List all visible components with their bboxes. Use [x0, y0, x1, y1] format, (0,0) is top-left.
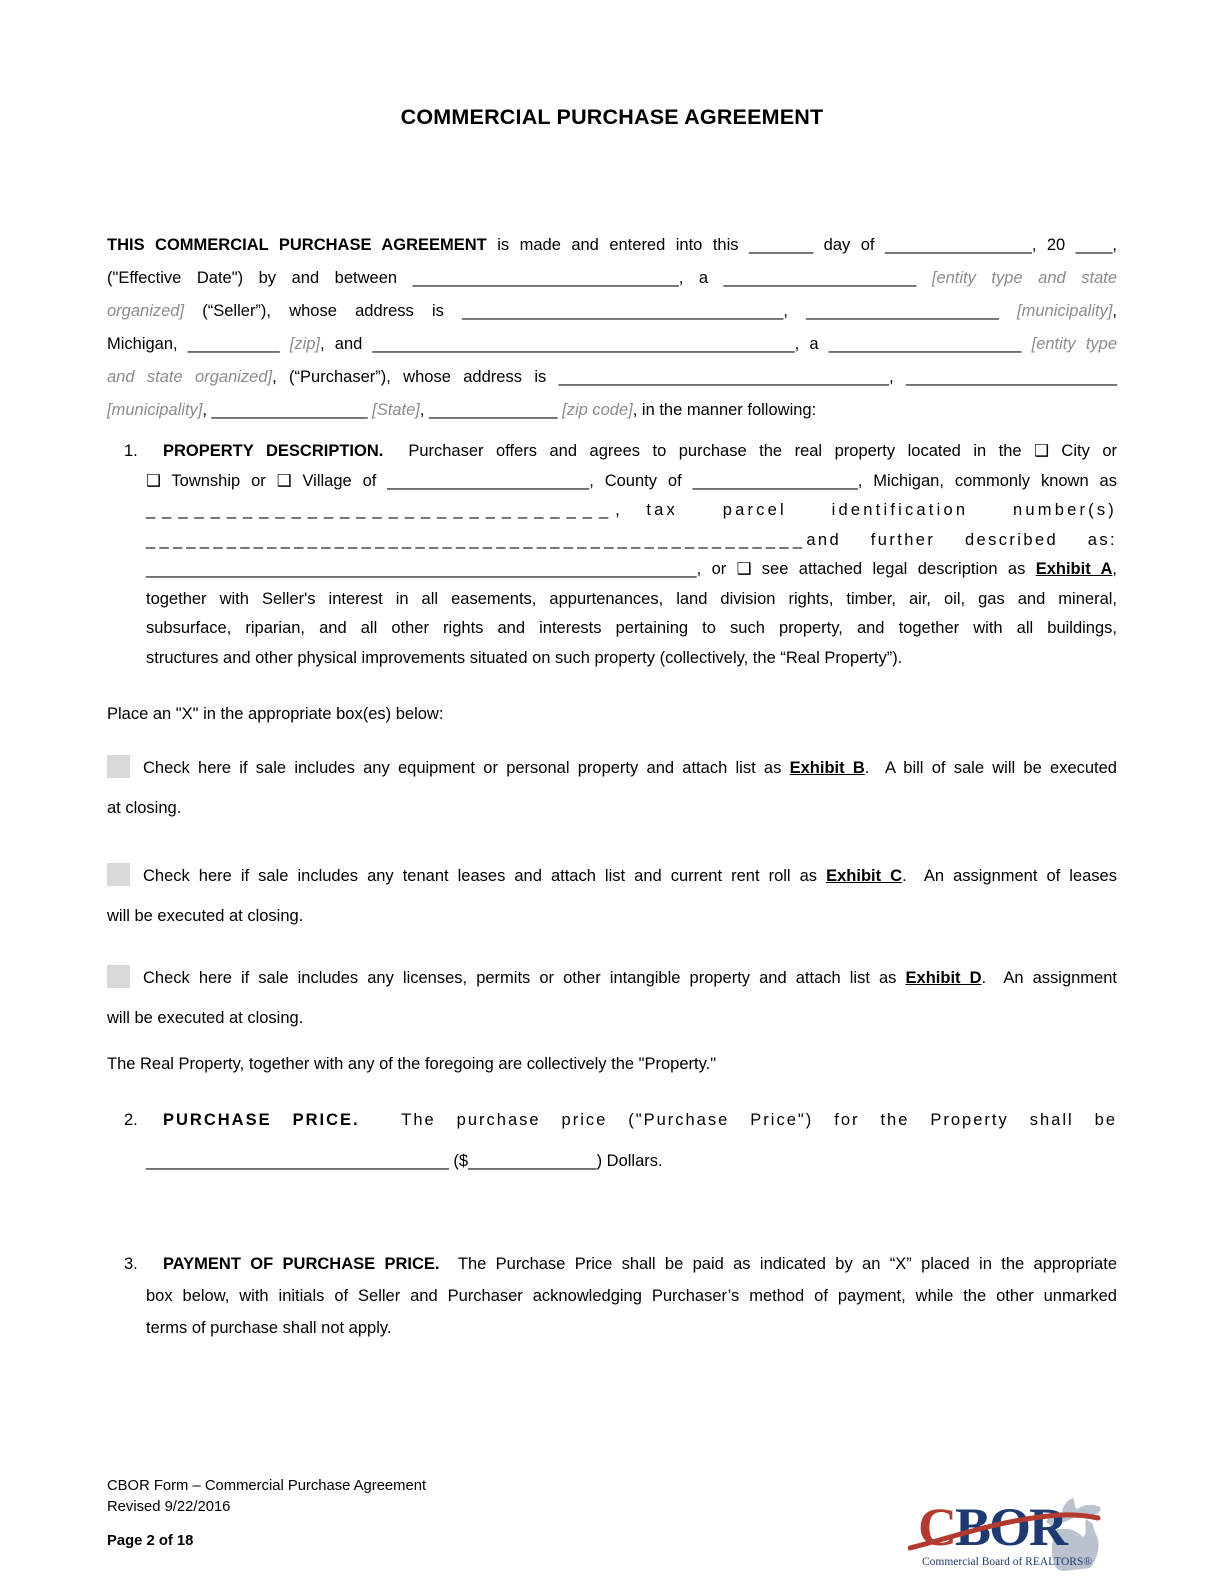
checkbox-paragraph-tenant-leases: [107, 856, 1117, 936]
blank-field[interactable]: ____: [1075, 236, 1113, 254]
text-segment: . An assignment of leases: [902, 867, 1117, 885]
blank-field[interactable]: _______: [748, 236, 814, 254]
text-segment: . A bill of sale will be executed: [864, 759, 1117, 777]
text-segment: ,: [1112, 236, 1117, 254]
text-segment: ,: [783, 302, 807, 320]
page-number: Page 2 of 18: [107, 1533, 194, 1549]
blank-field[interactable]: _____________________________: [412, 269, 679, 287]
text-segment: organized]: [107, 302, 185, 320]
blank-field[interactable]: _______________________: [905, 368, 1117, 386]
text-segment: Exhibit B: [789, 759, 865, 777]
blank-field[interactable]: __________________: [692, 471, 858, 490]
text-segment: , Michigan, commonly known as: [857, 471, 1117, 490]
text-segment: [entity type: [1031, 335, 1118, 353]
text-segment: ) Dollars.: [596, 1152, 663, 1170]
text-segment: at closing.: [107, 799, 182, 817]
blank-field[interactable]: _____________________: [723, 269, 917, 287]
cbor-letter-c: C: [918, 1497, 955, 1557]
blank-field[interactable]: ________________: [884, 236, 1032, 254]
text-segment: The Real Property, together with any of the foregoing are collectively the "Property.": [107, 1055, 717, 1073]
text-segment: PURCHASE PRICE.: [163, 1111, 360, 1129]
text-segment: PAYMENT OF PURCHASE PRICE.: [163, 1255, 440, 1273]
text-segment: ($: [448, 1152, 469, 1170]
text-segment: . An assignment: [981, 969, 1117, 987]
text-segment: terms of purchase shall not apply.: [146, 1319, 392, 1337]
text-segment: , a: [678, 269, 724, 287]
text-segment: will be executed at closing.: [107, 907, 304, 925]
text-segment: [627, 501, 647, 519]
text-segment: , (“Purchaser”), whose address is: [272, 368, 559, 386]
section-1-property-description: [107, 437, 1117, 673]
text-segment: box below, with initials of Seller and Purchaser acknowledging Purchaser’s method of payment, while the other unmarked: [146, 1287, 1117, 1305]
text-segment: [State]: [372, 401, 420, 419]
text-segment: day of: [813, 236, 885, 254]
text-segment: Place an "X" in the appropriate box(es) below:: [107, 705, 444, 723]
text-segment: [zip code]: [562, 401, 633, 419]
text-segment: tax parcel identification number(s): [646, 501, 1117, 519]
text-segment: ("Effective Date") by and between: [107, 269, 413, 287]
checkbox-field[interactable]: [107, 965, 130, 988]
text-segment: [1021, 335, 1031, 353]
text-segment: ,: [202, 401, 212, 419]
blank-field[interactable]: ____________________________________: [558, 368, 889, 386]
text-segment: structures and other physical improvements situated on such property (collectively, the “Real Property”).: [146, 648, 903, 667]
page-footer: [107, 1476, 426, 1552]
blank-field[interactable]: ______________________: [387, 471, 590, 490]
text-segment: , in the manner following:: [632, 401, 817, 419]
intro-paragraph: [107, 229, 1117, 427]
checkbox-paragraph-licenses: [107, 958, 1117, 1038]
text-segment: [916, 269, 932, 287]
section-2-text: [146, 1100, 1117, 1182]
text-segment: [zip]: [289, 335, 321, 353]
text-segment: Michigan,: [107, 335, 188, 353]
text-segment: [280, 335, 290, 353]
cbor-logo: [908, 1488, 1112, 1578]
place-x-instruction: [107, 702, 1117, 726]
real-property-statement: [107, 1052, 1117, 1076]
text-segment: together with Seller's interest in all easements, appurtenances, land division rights, timber, air, oil, gas and mineral,: [146, 589, 1117, 608]
checkbox-field[interactable]: [107, 863, 130, 886]
text-segment: ,: [1112, 302, 1117, 320]
footer-form-name: CBOR Form – Commercial Purchase Agreement: [107, 1478, 427, 1494]
text-segment: , or ❑ see attached legal description as: [696, 560, 1036, 578]
blank-field[interactable]: _________________: [211, 401, 368, 419]
blank-field[interactable]: _____________________: [806, 302, 999, 320]
text-segment: PROPERTY DESCRIPTION.: [163, 442, 384, 460]
text-segment: will be executed at closing.: [107, 1009, 304, 1027]
text-segment: Purchaser offers and agrees to purchase the real property located in the ❑ City or: [383, 442, 1117, 460]
text-segment: Exhibit A: [1035, 560, 1113, 578]
text-segment: Check here if sale includes any tenant leases and attach list and current rent roll as: [143, 867, 827, 885]
blank-field[interactable]: _________________________________: [146, 1152, 449, 1170]
text-segment: ,: [419, 401, 430, 419]
blank-field[interactable]: _____________________: [828, 335, 1022, 353]
text-segment: The Purchase Price shall be paid as indicated by an “X” placed in the appropriate: [439, 1255, 1117, 1273]
text-segment: and further described as:: [806, 530, 1117, 549]
blank-field[interactable]: ______________________________________________: [372, 335, 795, 353]
footer-revised-date: Revised 9/22/2016: [107, 1499, 231, 1515]
text-segment: , County of: [589, 471, 693, 490]
text-segment: and state organized]: [107, 368, 273, 386]
section-1-number: 1.: [124, 442, 138, 460]
text-segment: [999, 302, 1017, 320]
text-segment: is made and entered into this: [486, 236, 749, 254]
blank-field[interactable]: ___________________________________: [462, 302, 784, 320]
text-segment: , and: [320, 335, 373, 353]
checkbox-paragraph-equipment: [107, 748, 1117, 828]
blank-field[interactable]: ______________: [429, 401, 558, 419]
section-2-purchase-price: [107, 1100, 1117, 1182]
text-segment: Check here if sale includes any equipment or personal property and attach list as: [143, 759, 790, 777]
text-segment: Exhibit C: [826, 867, 903, 885]
text-segment: [municipality]: [1017, 302, 1113, 320]
text-segment: Check here if sale includes any licenses, permits or other intangible property and attach list as: [143, 969, 906, 987]
text-segment: ,: [1112, 560, 1117, 578]
text-segment: Exhibit D: [905, 969, 982, 987]
text-segment: THIS COMMERCIAL PURCHASE AGREEMENT: [107, 236, 487, 254]
section-3-number: 3.: [124, 1255, 138, 1273]
text-segment: [entity type and state: [931, 269, 1118, 287]
checkbox-field[interactable]: [107, 755, 130, 778]
text-segment: (“Seller”), whose address is: [184, 302, 463, 320]
blank-field[interactable]: ____________________________________________________________: [146, 560, 697, 578]
text-segment: subsurface, riparian, and all other rights and interests pertaining to such property, and together with all buildings,: [146, 619, 1117, 637]
blank-field[interactable]: ______________: [468, 1152, 597, 1170]
page-content: [107, 0, 1117, 1344]
text-segment: , a: [794, 335, 829, 353]
section-3-text: [146, 1248, 1117, 1344]
text-segment: [municipality]: [107, 401, 203, 419]
section-1-text: [146, 437, 1117, 673]
text-segment: ,: [888, 368, 906, 386]
section-3-payment-of-purchase-price: [107, 1248, 1117, 1344]
document-title: COMMERCIAL PURCHASE AGREEMENT: [400, 105, 824, 129]
blank-field[interactable]: _____________________________,: [146, 501, 627, 519]
text-segment: ❑ Township or ❑ Village of: [146, 471, 388, 490]
text-segment: , 20: [1031, 236, 1076, 254]
blank-field[interactable]: __________: [187, 335, 280, 353]
cbor-logo-graphic: [908, 1488, 1112, 1578]
cbor-caption: Commercial Board of REALTORS®: [922, 1556, 1093, 1568]
blank-field[interactable]: _________________________________________________: [146, 530, 807, 549]
section-2-number: 2.: [124, 1111, 138, 1129]
text-segment: The purchase price ("Purchase Price") for the Property shall be: [359, 1111, 1117, 1129]
cbor-letters-bor: BOR: [955, 1497, 1067, 1557]
